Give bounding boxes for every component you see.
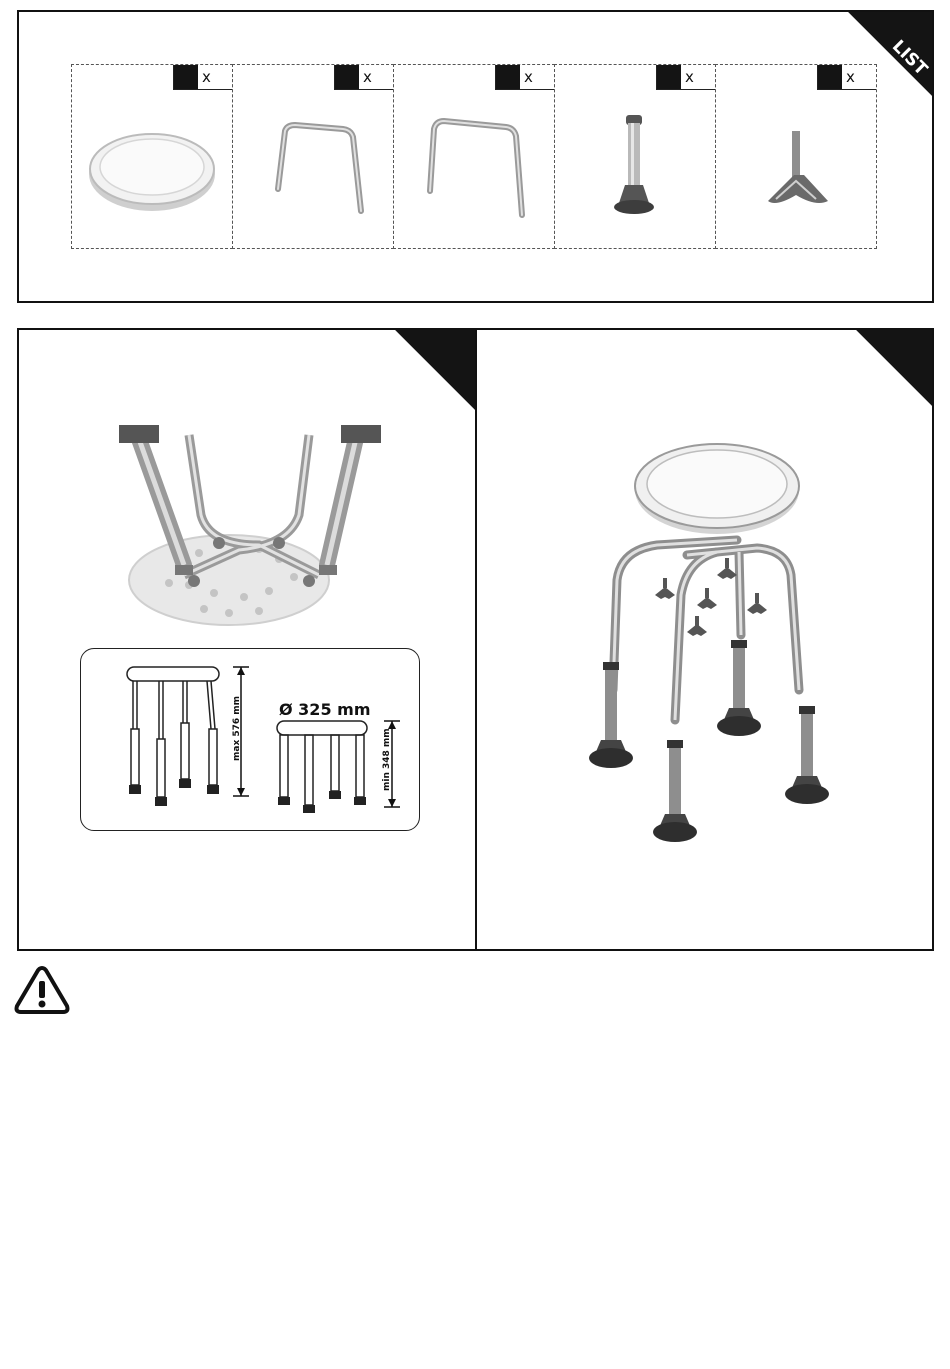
quantity-marker: x — [524, 68, 533, 86]
step-1-panel — [17, 328, 477, 951]
short-stool-drawing — [277, 721, 367, 805]
short-u-frame-icon — [233, 89, 393, 247]
step-2-corner-tab — [852, 328, 934, 410]
diameter-label: Ø 325 mm — [279, 700, 371, 719]
tall-u-frame-icon — [394, 89, 554, 247]
quantity-box — [817, 65, 876, 90]
dimensions-box — [80, 648, 420, 831]
parts-row — [71, 64, 881, 249]
leg-assemblies — [589, 640, 829, 842]
part-cell-tall-frame — [393, 64, 555, 249]
tri-knob-connector-icon — [716, 89, 876, 247]
quantity-marker: x — [685, 68, 694, 86]
quantity-marker: x — [846, 68, 855, 86]
quantity-blank — [818, 65, 842, 89]
quantity-box — [656, 65, 715, 90]
quantity-blank — [496, 65, 520, 89]
leg-tube-with-foot-icon — [555, 89, 715, 247]
dimension-diagram — [81, 649, 419, 830]
stool-underside-illustration — [109, 425, 389, 635]
step-1-corner-tab — [391, 328, 477, 414]
part-cell-leg — [554, 64, 716, 249]
part-cell-seat — [71, 64, 233, 249]
quantity-marker: x — [363, 68, 372, 86]
quantity-blank — [335, 65, 359, 89]
tall-stool-drawing — [127, 667, 219, 797]
quantity-marker: x — [202, 68, 211, 86]
parts-list-panel — [17, 10, 934, 303]
part-cell-connector — [715, 64, 877, 249]
quantity-box — [495, 65, 554, 90]
step-2-panel — [475, 328, 934, 951]
min-height-label: min 348 mm — [382, 728, 392, 791]
warning-triangle-icon — [13, 964, 71, 1016]
list-corner-label: LIST — [887, 36, 932, 80]
quantity-blank — [657, 65, 681, 89]
round-seat-icon — [72, 89, 232, 247]
quantity-box — [334, 65, 393, 90]
stool-exploded-assembly-illustration — [577, 440, 847, 850]
quantity-blank — [174, 65, 198, 89]
quantity-box — [173, 65, 232, 90]
part-cell-short-frame — [232, 64, 394, 249]
max-height-label: max 576 mm — [232, 695, 242, 761]
